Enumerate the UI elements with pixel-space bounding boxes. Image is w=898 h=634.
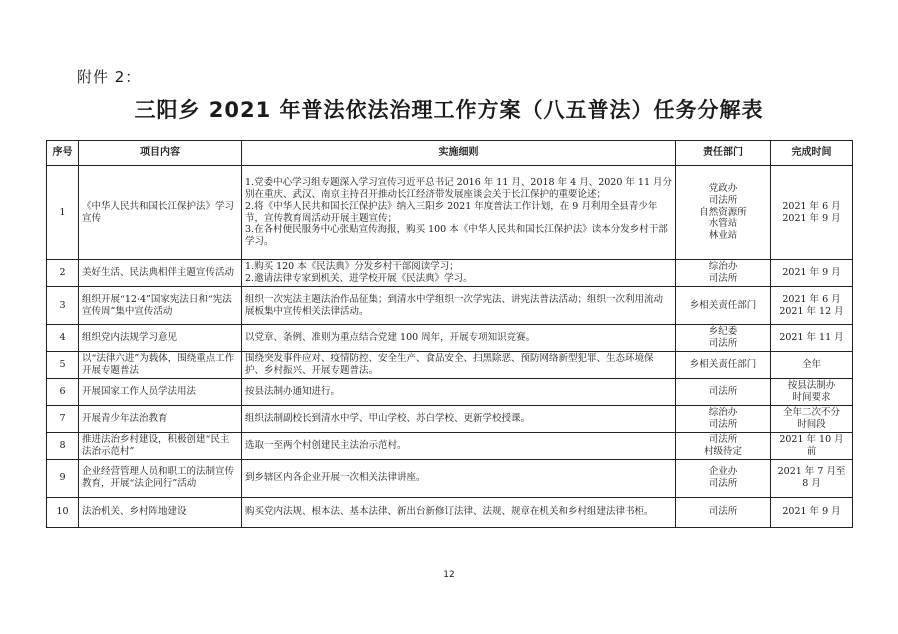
implementation-detail-line: 1.党委中心学习组专题深入学习宣传习近平总书记 2016 年 11 月、2018 年 4 月、2020 年 11 月分别在重庆、武汉、南京主持召开推动长江经济带发展座谈会关于长江保护的重要论述； xyxy=(245,176,673,200)
implementation-detail-line: 按县法制办通知进行。 xyxy=(245,385,341,397)
implementation-detail-line: 3.在各村便民服务中心张贴宣传海报，购买 100 本《中华人民共和国长江保护法》读本分发乡村干部学习。 xyxy=(245,224,668,248)
row-number: 5 xyxy=(47,351,79,378)
completion-time xyxy=(771,432,853,459)
responsible-dept xyxy=(676,378,771,405)
completion-time-line: 2021 年 12 月 xyxy=(779,305,844,317)
project-content: 组织党内法规学习意见 xyxy=(79,325,242,352)
responsible-dept-line: 综治办 xyxy=(708,406,738,418)
table-header-row xyxy=(47,141,853,166)
implementation-detail-line: 2.邀请法律专家到机关、进学校开展《民法典》学习。 xyxy=(245,273,473,284)
completion-time xyxy=(771,351,853,378)
project-content: 法治机关、乡村阵地建设 xyxy=(79,497,242,527)
implementation-detail-line: 购买党内法规、根本法、基本法律、新出台新修订法律、法规、规章在机关和乡村组建法律书柜。 xyxy=(245,506,654,518)
implementation-detail xyxy=(242,325,676,352)
completion-time-line: 2021 年 9 月 xyxy=(782,267,841,279)
completion-time xyxy=(771,378,853,405)
completion-time-line: 按县法制办 xyxy=(787,379,836,391)
completion-time xyxy=(771,497,853,527)
implementation-detail xyxy=(242,459,676,497)
implementation-detail-line: 组织法制副校长到清水中学、甲山学校、苏白学校、更新学校授课。 xyxy=(245,412,531,424)
header-time: 完成时间 xyxy=(771,141,853,166)
row-number: 3 xyxy=(47,287,79,325)
responsible-dept-line: 乡相关责任部门 xyxy=(689,358,757,370)
implementation-detail xyxy=(242,351,676,378)
responsible-dept-line: 企业办 xyxy=(708,466,738,478)
responsible-dept xyxy=(676,287,771,325)
responsible-dept-line: 司法所 xyxy=(708,478,738,490)
responsible-dept xyxy=(676,405,771,432)
responsible-dept-line: 水管站 xyxy=(708,218,738,230)
responsible-dept xyxy=(676,325,771,352)
responsible-dept-line: 司法所 xyxy=(708,194,738,206)
table-row xyxy=(47,459,853,497)
completion-time xyxy=(771,325,853,352)
completion-time-line: 8 月 xyxy=(802,478,821,490)
responsible-dept xyxy=(676,166,771,260)
implementation-detail-line: 以党章、条例、准则为重点结合党建 100 周年，开展专项知识竞赛。 xyxy=(245,331,536,343)
task-table xyxy=(46,140,853,528)
row-number: 1 xyxy=(47,166,79,260)
project-content: 以“法律六进”为载体，围绕重点工作开展专题普法 xyxy=(79,351,242,378)
responsible-dept-line: 司法所 xyxy=(708,337,738,349)
responsible-dept-line: 乡纪委 xyxy=(708,326,738,337)
project-content: 推进法治乡村建设，积极创建“民主法治示范村” xyxy=(79,432,242,459)
row-number: 9 xyxy=(47,459,79,497)
implementation-detail xyxy=(242,260,676,287)
responsible-dept-line: 乡相关责任部门 xyxy=(689,299,757,311)
completion-time-line: 2021 年 9 月 xyxy=(782,506,841,518)
project-content: 组织开展“12·4”国家宪法日和“宪法宣传周”集中宣传活动 xyxy=(79,287,242,325)
responsible-dept-line: 司法所 xyxy=(708,385,738,397)
table-row xyxy=(47,325,853,352)
table-row xyxy=(47,378,853,405)
implementation-detail-line: 1.购买 120 本《民法典》分发乡村干部阅读学习； xyxy=(245,261,459,273)
responsible-dept-line: 司法所 xyxy=(708,506,738,518)
responsible-dept xyxy=(676,351,771,378)
table-row xyxy=(47,166,853,260)
implementation-detail-line: 到乡辖区内各企业开展一次相关法律讲座。 xyxy=(245,472,426,484)
completion-time xyxy=(771,260,853,287)
table-row xyxy=(47,497,853,527)
responsible-dept-line: 林业站 xyxy=(708,230,738,242)
completion-time-line: 2021 年 11 月 xyxy=(779,331,844,343)
table-row xyxy=(47,260,853,287)
implementation-detail xyxy=(242,378,676,405)
implementation-detail-line: 组织一次宪法主题法治作品征集；到清水中学组织一次学宪法、讲宪法普法活动；组织一次利用流动展板集中宣传相关法律活动。 xyxy=(245,293,664,317)
responsible-dept-line: 司法所 xyxy=(708,433,738,445)
page-number: 12 xyxy=(443,570,455,580)
implementation-detail xyxy=(242,432,676,459)
project-content: 美好生活、民法典相伴主题宣传活动 xyxy=(79,260,242,287)
header-item: 项目内容 xyxy=(79,141,242,166)
completion-time-line: 前 xyxy=(806,445,817,457)
task-table-body xyxy=(47,166,853,528)
completion-time xyxy=(771,166,853,260)
project-content: 企业经营管理人员和职工的法制宣传教育，开展“法企同行”活动 xyxy=(79,459,242,497)
responsible-dept-line: 党政办 xyxy=(708,182,738,194)
responsible-dept xyxy=(676,459,771,497)
row-number: 7 xyxy=(47,405,79,432)
completion-time-line: 2021 年 9 月 xyxy=(782,212,841,224)
project-content: 开展国家工作人员学法用法 xyxy=(79,378,242,405)
completion-time-line: 时间段 xyxy=(797,418,826,430)
implementation-detail xyxy=(242,497,676,527)
completion-time-line: 全年二次不分 xyxy=(782,406,840,418)
project-content: 《中华人民共和国长江保护法》学习宣传 xyxy=(79,166,242,260)
header-detail: 实施细则 xyxy=(242,141,676,166)
header-dept: 责任部门 xyxy=(676,141,771,166)
responsible-dept-line: 综治办 xyxy=(708,261,738,273)
row-number: 8 xyxy=(47,432,79,459)
table-row xyxy=(47,405,853,432)
responsible-dept xyxy=(676,260,771,287)
project-content: 开展青少年法治教育 xyxy=(79,405,242,432)
row-number: 2 xyxy=(47,260,79,287)
responsible-dept-line: 司法所 xyxy=(708,273,738,284)
completion-time xyxy=(771,459,853,497)
header-no: 序号 xyxy=(47,141,79,166)
implementation-detail-line: 围绕突发事件应对、疫情防控、安全生产、食品安全、扫黑除恶、预防网络新型犯罪、生态环境保护、乡村振兴、开展专题普法。 xyxy=(245,352,654,376)
completion-time-line: 2021 年 6 月 xyxy=(782,200,841,212)
completion-time-line: 2021 年 6 月 xyxy=(782,293,841,305)
table-row xyxy=(47,287,853,325)
implementation-detail xyxy=(242,287,676,325)
completion-time-line: 2021 年 10 月 xyxy=(779,433,844,445)
responsible-dept xyxy=(676,432,771,459)
table-row xyxy=(47,432,853,459)
implementation-detail-line: 2.将《中华人民共和国长江保护法》纳入三阳乡 2021 年度普法工作计划，在 9 月利用全县青少年节，宣传教育周活动开展主题宣传； xyxy=(245,200,658,224)
responsible-dept xyxy=(676,497,771,527)
document-title: 三阳乡 2021 年普法依法治理工作方案（八五普法）任务分解表 xyxy=(134,98,764,122)
implementation-detail-line: 选取一至两个村创建民主法治示范村。 xyxy=(245,439,407,451)
completion-time xyxy=(771,287,853,325)
responsible-dept-line: 司法所 xyxy=(708,418,738,430)
completion-time-line: 时间要求 xyxy=(792,391,831,403)
table-row xyxy=(47,351,853,378)
responsible-dept-line: 自然资源所 xyxy=(699,206,747,218)
row-number: 6 xyxy=(47,378,79,405)
completion-time-line: 2021 年 7 月至 xyxy=(777,466,846,478)
responsible-dept-line: 村级待定 xyxy=(703,445,742,457)
completion-time xyxy=(771,405,853,432)
implementation-detail xyxy=(242,166,676,260)
implementation-detail xyxy=(242,405,676,432)
row-number: 4 xyxy=(47,325,79,352)
row-number: 10 xyxy=(47,497,79,527)
attachment-label: 附件 2： xyxy=(77,68,142,86)
completion-time-line: 全年 xyxy=(801,358,821,370)
